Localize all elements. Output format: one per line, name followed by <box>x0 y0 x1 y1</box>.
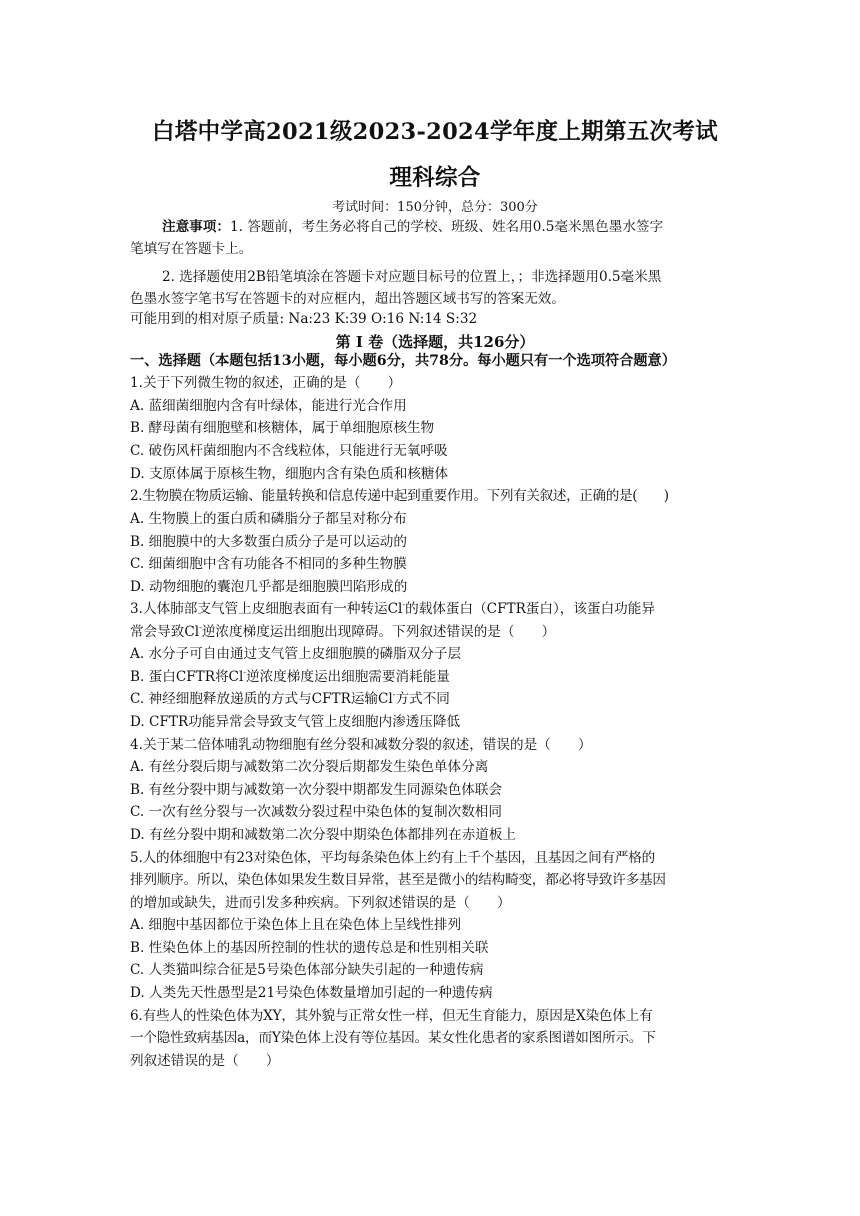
question-3-option-d: D. CFTR功能异常会导致支气管上皮细胞内渗透压降低 <box>130 714 461 730</box>
section-title: 一、选择题（本题包括13小题，每小题6分，共78分。每小题只有一个选项符合题意） <box>130 353 676 369</box>
question-1-stem: 1.关于下列微生物的叙述，正确的是（ ） <box>130 375 402 391</box>
question-6-stem-line3: 列叙述错误的是（ ） <box>130 1053 280 1069</box>
question-4-option-a: A. 有丝分裂后期与减数第二次分裂后期都发生染色单体分离 <box>130 759 489 775</box>
question-6-stem-line2: 一个隐性致病基因a，而Y染色体上没有等位基因。某女性化患者的家系图谱如图所示。下 <box>130 1030 656 1046</box>
question-3-option-a: A. 水分子可自由通过支气管上皮细胞膜的磷脂双分子层 <box>130 646 462 662</box>
question-2-option-b: B. 细胞膜中的大多数蛋白质分子是可以运动的 <box>130 534 407 550</box>
question-4-option-b: B. 有丝分裂中期与减数第一次分裂中期都发生同源染色体联会 <box>130 782 503 798</box>
question-5-option-d: D. 人类先天性愚型是21号染色体数量增加引起的一种遗传病 <box>130 985 493 1001</box>
notice-item2-line2: 色墨水签字笔书写在答题卡的对应框内，超出答题区域书写的答案无效。 <box>130 291 565 307</box>
exam-subject: 理科综合 <box>389 165 481 191</box>
question-5-option-b: B. 性染色体上的基因所控制的性状的遗传总是和性别相关联 <box>130 940 489 956</box>
notice-item2-line1: 2. 选择题使用2B铅笔填涂在答题卡对应题目标号的位置上，；非选择题用0.5毫米黑 <box>162 269 662 285</box>
question-5-stem-line1: 5.人的体细胞中有23对染色体，平均每条染色体上约有上千个基因，且基因之间有严格的 <box>130 850 656 866</box>
question-5-stem-line3: 的增加或缺失，进而引发多种疾病。下列叙述错误的是（ ） <box>130 895 511 911</box>
question-3-stem-line2: 常会导致Cl-逆浓度梯度运出细胞出现障碍。下列叙述错误的是（ ） <box>130 623 556 640</box>
question-4-option-c: C. 一次有丝分裂与一次减数分裂过程中染色体的复制次数相同 <box>130 804 502 820</box>
question-2-option-d: D. 动物细胞的囊泡几乎都是细胞膜凹陷形成的 <box>130 579 408 595</box>
question-6-stem-line1: 6.有些人的性染色体为XY，其外貌与正常女性一样，但无生育能力，原因是X染色体上有 <box>130 1008 653 1024</box>
notice-label: 注意事项： <box>162 219 230 235</box>
volume-title: 第 Ⅰ 卷（选择题，共126分） <box>335 333 535 351</box>
exam-title: 白塔中学高2021级2023-2024学年度上期第五次考试 <box>152 119 718 145</box>
notice-item1-line2: 笔填写在答题卡上。 <box>130 241 253 257</box>
question-4-option-d: D. 有丝分裂中期和减数第二次分裂中期染色体都排列在赤道板上 <box>130 827 517 843</box>
question-1-option-a: A. 蓝细菌细胞内含有叶绿体，能进行光合作用 <box>130 398 407 414</box>
question-5-option-c: C. 人类猫叫综合征是5号染色体部分缺失引起的一种遗传病 <box>130 962 484 978</box>
question-2-option-c: C. 细菌细胞中含有功能各不相同的多种生物膜 <box>130 556 407 572</box>
question-3-option-c: C. 神经细胞释放递质的方式与CFTR运输Cl-方式不同 <box>130 690 450 707</box>
question-3-option-b: B. 蛋白CFTR将Cl-逆浓度梯度运出细胞需要消耗能量 <box>130 668 450 685</box>
question-5-stem-line2: 排列顺序。所以，染色体如果发生数目异常，甚至是微小的结构畸变，都必将导致许多基因 <box>130 872 666 888</box>
question-2-stem: 2.生物膜在物质运输、能量转换和信息传递中起到重要作用。下列有关叙述，正确的是( ) <box>130 488 669 504</box>
question-1-option-b: B. 酵母菌有细胞壁和核糖体，属于单细胞原核生物 <box>130 420 435 436</box>
notice-item1-line1: 注意事项：1. 答题前，考生务必将自己的学校、班级、姓名用0.5毫米黑色墨水签字 <box>162 219 664 235</box>
question-5-option-a: A. 细胞中基因都位于染色体上且在染色体上呈线性排列 <box>130 917 462 933</box>
question-1-option-d: D. 支原体属于原核生物，细胞内含有染色质和核糖体 <box>130 466 449 482</box>
question-3-stem-line1: 3.人体肺部支气管上皮细胞表面有一种转运Cl-的载体蛋白（CFTR蛋白），该蛋白功能异 <box>130 600 655 617</box>
question-4-stem: 4.关于某二倍体哺乳动物细胞有丝分裂和减数分裂的叙述，错误的是（ ） <box>130 737 592 753</box>
exam-time-score: 考试时间：150分钟，总分：300分 <box>332 200 538 215</box>
question-2-option-a: A. 生物膜上的蛋白质和磷脂分子都呈对称分布 <box>130 511 407 527</box>
atomic-masses: 可能用到的相对原子质量: Na:23 K:39 O:16 N:14 S:32 <box>130 311 478 327</box>
question-1-option-c: C. 破伤风杆菌细胞内不含线粒体，只能进行无氧呼吸 <box>130 443 448 459</box>
